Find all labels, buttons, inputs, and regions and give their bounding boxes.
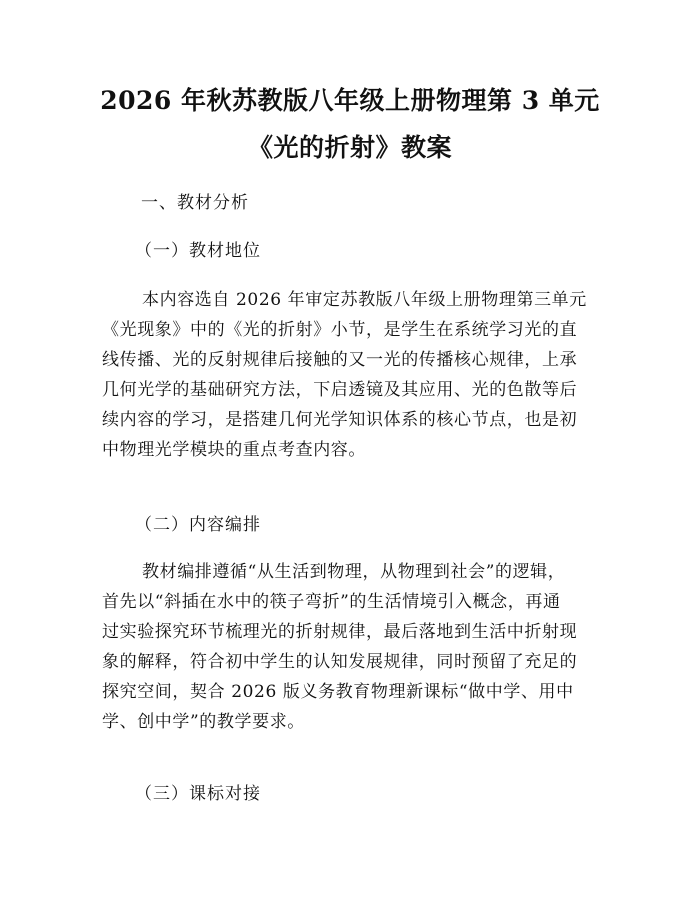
paragraph-line: 探究空间，契合 2026 版义务教育物理新课标“做中学、用中 [102, 682, 574, 702]
subsection-heading-content-arrangement: （二）内容编排 [135, 515, 261, 535]
section-heading-teaching-material-analysis: 一、教材分析 [141, 193, 249, 213]
paragraph-line: 教材编排遵循“从生活到物理，从物理到社会”的逻辑， [142, 562, 566, 582]
document-title-line-2: 《光的折射》教案 [247, 133, 452, 162]
paragraph-line: 本内容选自 2026 年审定苏教版八年级上册物理第三单元 [142, 290, 587, 310]
paragraph-line: 线传播、光的反射规律后接触的又一光的传播核心规律，上承 [102, 350, 578, 370]
subsection-heading-curriculum-alignment: （三）课标对接 [135, 784, 261, 804]
paragraph-line: 过实验探究环节梳理光的折射规律，最后落地到生活中折射现 [102, 622, 578, 642]
paragraph-line: 几何光学的基础研究方法，下启透镜及其应用、光的色散等后 [102, 380, 578, 400]
paragraph-line: 首先以“斜插在水中的筷子弯折”的生活情境引入概念，再通 [102, 592, 561, 612]
paragraph-material-status [102, 285, 598, 465]
subsection-heading-material-status: （一）教材地位 [135, 241, 261, 261]
paragraph-line: 中物理光学模块的重点考查内容。 [102, 440, 366, 460]
paragraph-line: 《光现象》中的《光的折射》小节，是学生在系统学习光的直 [102, 320, 578, 340]
paragraph-line: 学、创中学”的教学要求。 [102, 712, 305, 732]
paragraph-line: 象的解释，符合初中学生的认知发展规律，同时预留了充足的 [102, 652, 578, 672]
paragraph-line: 续内容的学习，是搭建几何光学知识体系的核心节点，也是初 [102, 410, 578, 430]
paragraph-content-arrangement [102, 557, 598, 737]
document-title-line-1: 2026 年秋苏教版八年级上册物理第 3 单元 [100, 86, 600, 115]
